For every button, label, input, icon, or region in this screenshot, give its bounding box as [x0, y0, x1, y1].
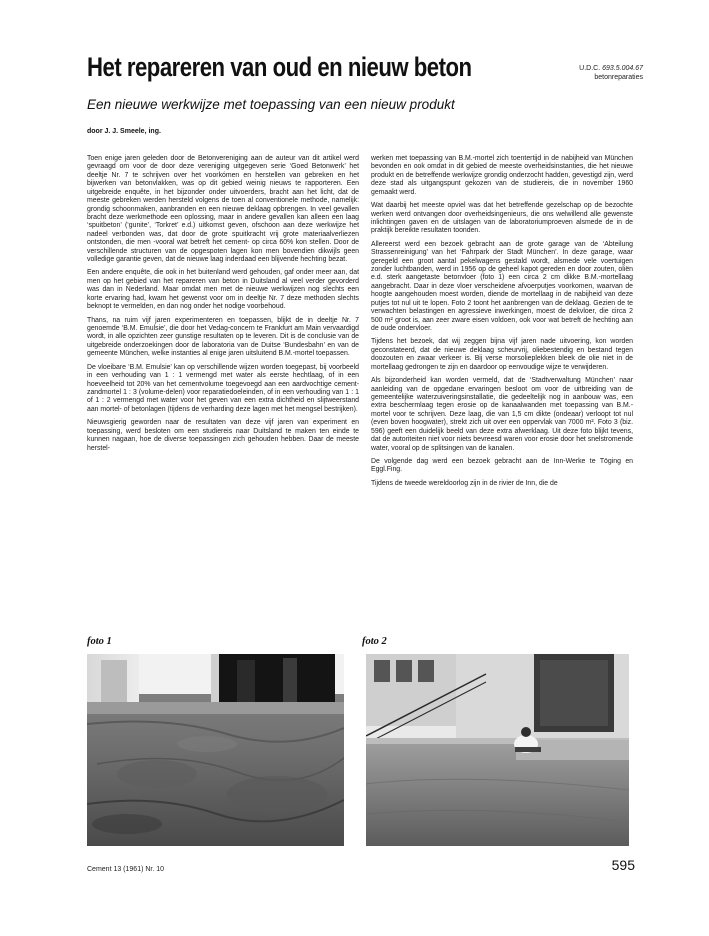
article-title: Het repareren van oud en nieuw beton	[87, 52, 472, 82]
photo-2-caption: foto 2	[362, 636, 387, 647]
paragraph: Allereerst werd een bezoek gebracht aan de grote garage van de ‘Abteilung Strassenreinigung’ van het ‘Fahrpark der Stadt München’. In deze garage, waar geregeld een groot aantal pekelwagens gestald wordt, alsmede vele voertuigen zonder luchtbanden, werd in 1956 op de geheel kapot gereden en door zouten, oliën e.d. sterk aangetaste betonvloer (foto 1) een circa 2 cm dikke B.M.-mortellaag aangebracht. Daar in deze vloer verscheidene afvoerputjes voorkomen, waarvan de hoogte aangehouden moest worden, diende de mortellaag in de nabijheid van deze putjes tot nul uit te lopen. Foto 2 toont het aanbrengen van de deklaag. Gezien de te verwachten belastingen en agressieve inwerkingen, moest de dekvloer, die circa 2 500 m² groot is, aan zeer zware eisen voldoen, ook voor wat betreft de hechting aan de oude ondervloer.	[371, 240, 633, 333]
paragraph: Tijdens het bezoek, dat wij zeggen bijna vijf jaren nade uitvoering, kon worden geconstateerd, dat de nieuwe deklaag scheurvrij, oliebestendig en bestand tegen doozouten en zwaar verkeer is. Bij verse morsolieplekken bleek de olie niet in de mortellaag gedrongen te zijn en daardoor op eenvoudige wijze te verwijderen.	[371, 338, 633, 371]
article-subtitle: Een nieuwe werkwijze met toepassing van een nieuw produkt	[87, 97, 455, 112]
udc-block	[579, 64, 643, 82]
photo-2	[366, 654, 629, 846]
paragraph: Tijdens de tweede wereldoorlog zijn in de rivier de Inn, die de	[371, 479, 558, 487]
paragraph: Thans, na ruim vijf jaren experimenteren en toepassen, blijkt de in deeltje Nr. 7 genoemde ‘B.M. Emulsie’, die door het Vedag-concern te Frankfurt am Main vervaardigd wordt, in alle opzichten zeer gunstige resultaten op te leveren. Dit is de conclusie van de uitgebreide onderzoekingen door de laboratoria van de Duitse ‘Bundesbahn’ en van de gemeente München, welke instanties al enige jaren uitsluitend B.M.-mortel toepassen.	[87, 316, 359, 358]
photo-1	[87, 654, 344, 846]
paragraph: De vloeibare ‘B.M. Emulsie’ kan op verschillende wijzen worden toegepast, bij voorbeeld in een verhouding van 1 : 1 vermengd met water als eerste hechtlaag, of in een hoeveelheid tot 20% van het cementvolume toegevoegd aan een aardvochtige cement-zandmortel 1 : 3 (volume-delen) voor reparatiedoeleinden, of in een verhouding van 1 : 1 of 1 : 2 vermengd met water voor het geven van een extra dichtheid en slijtweerstand aan mortel- of betonlagen (tijdens de verharding deze lagen met het mengsel bestrijken).	[87, 363, 359, 413]
paragraph: Toen enige jaren geleden door de Betonvereniging aan de auteur van dit artikel werd gevraagd om voor de door deze vereniging uitgegeven serie ‘Goed Betonwerk’ het deeltje Nr. 7 te schrijven over het voorkómen en herstellen van gebreken en het bijwerken van betonvlakken, was op dit gebied weinig nieuws te rapporteren. Een uitgebreide enquête, in het bijzonder onder uitvoerders, bracht aan het licht, dat de meeste gebreken werden hersteld volgens de toen al conventionele methode, namelijk: grondig schoonmaken, aanbranden en een nieuwe deklaag opbrengen. In veel gevallen bracht deze werkmethode een oplossing, maar in andere gevallen kan alleen een laag ‘spuitbeton’ (‘gunite’, ‘Torkret’ e.d.) uitkomst geven, ofschoon aan deze werkwijze het nadeel verbonden was, dat door de grote spuitkracht vrij grote materiaalverliezen ontstonden, die men -vooral wat betreft het cement- op circa 60% kon stellen. Door de verschillende structuren van de opgespoten lagen kon men bovendien dikwijls geen volledige garantie geven, dat de nieuwe laag inderdaad een blijvende hechting bezat.	[87, 155, 359, 264]
journal-reference: Cement 13 (1961) Nr. 10	[87, 866, 165, 873]
photo-1-image	[87, 654, 344, 846]
text-column-right	[371, 155, 633, 493]
udc-prefix: U.D.C.	[579, 65, 603, 72]
page-number: 595	[611, 857, 635, 873]
article-author: door J. J. Smeele, ing.	[87, 128, 161, 135]
photo-2-image	[366, 654, 629, 846]
text-column-left	[87, 155, 359, 458]
paragraph: Nieuwsgierig geworden naar de resultaten van deze vijf jaren van experiment en toepassing, werd besloten om een studiereis naar Duitsland te maken ten einde te kunnen nagaan, hoe de diverse toepassingen zich gehouden hebben. Daar de meeste herstel-	[87, 419, 359, 452]
udc-subject: betonreparaties	[594, 74, 643, 81]
paragraph: De volgende dag werd een bezoek gebracht aan de Inn-Werke te Töging en Eggl.Fing.	[371, 457, 633, 474]
udc-code	[579, 64, 643, 73]
paragraph: Als bijzonderheid kan worden vermeld, dat de ‘Stadtverwaltung München’ naar aanleiding van de opgedane ervaringen besloot om voor de uitbreiding van de gemeentelijke waterzuiveringsinstallatie, die gedeeltelijk nog in aanbouw was, een extra beschermlaag tegen erosie op de kanaalwanden met toepassing van B.M.-mortel voor te schrijven. Deze laag, die van 1,5 cm dikte (ondeaar) verloopt tot nul (even boven hoogwater), strekt zich uit over een oppervlak van 7000 m². Foto 3 (biz. 596) geeft een duidelijk beeld van deze extra afwerklaag. Uit deze foto blijkt tevens, dat de autoriteiten niet voor niets bevreesd waren voor erosie door het snelstromende water, vooral op de splitsingen van de kanalen.	[371, 377, 633, 452]
photo-1-caption: foto 1	[87, 636, 112, 647]
paragraph: Wat daarbij het meeste opviel was dat het betreffende gezelschap op de bezochte werken werd ontvangen door overheidsingenieurs, die ons welwillend alle gewenste inlichtingen gaven en de uitslagen van de laboratoriumproeven alsmede de in de praktijk bereikte resultaten toonden.	[371, 202, 633, 235]
paragraph: Een andere enquête, die ook in het buitenland werd gehouden, gaf onder meer aan, dat men op het gebied van het repareren van beton in Duitsland al veel verder gevorderd was dan in Nederland. Maar omdat men met de nieuwe werkwijzen nog slechts een korte ervaring had, kwam het gewenst voor om in deeltje Nr. 7 deze methoden slechts beknopt te vermelden, en dan nog onder het nodige voorbehoud.	[87, 269, 359, 311]
paragraph: werken met toepassing van B.M.-mortel zich toentertijd in de nabijheid van München bevonden en ook omdat in dit gebied de meeste overheidsinstanties, die het nieuwe produkt en de betreffende werkwijze grondig onderzocht hadden, gevestigd zijn, werd deze stad als uitgangspunt gekozen van de studiereis, die in november 1960 gemaakt werd.	[371, 155, 633, 196]
udc-number: 693.5.004.67	[602, 65, 643, 72]
